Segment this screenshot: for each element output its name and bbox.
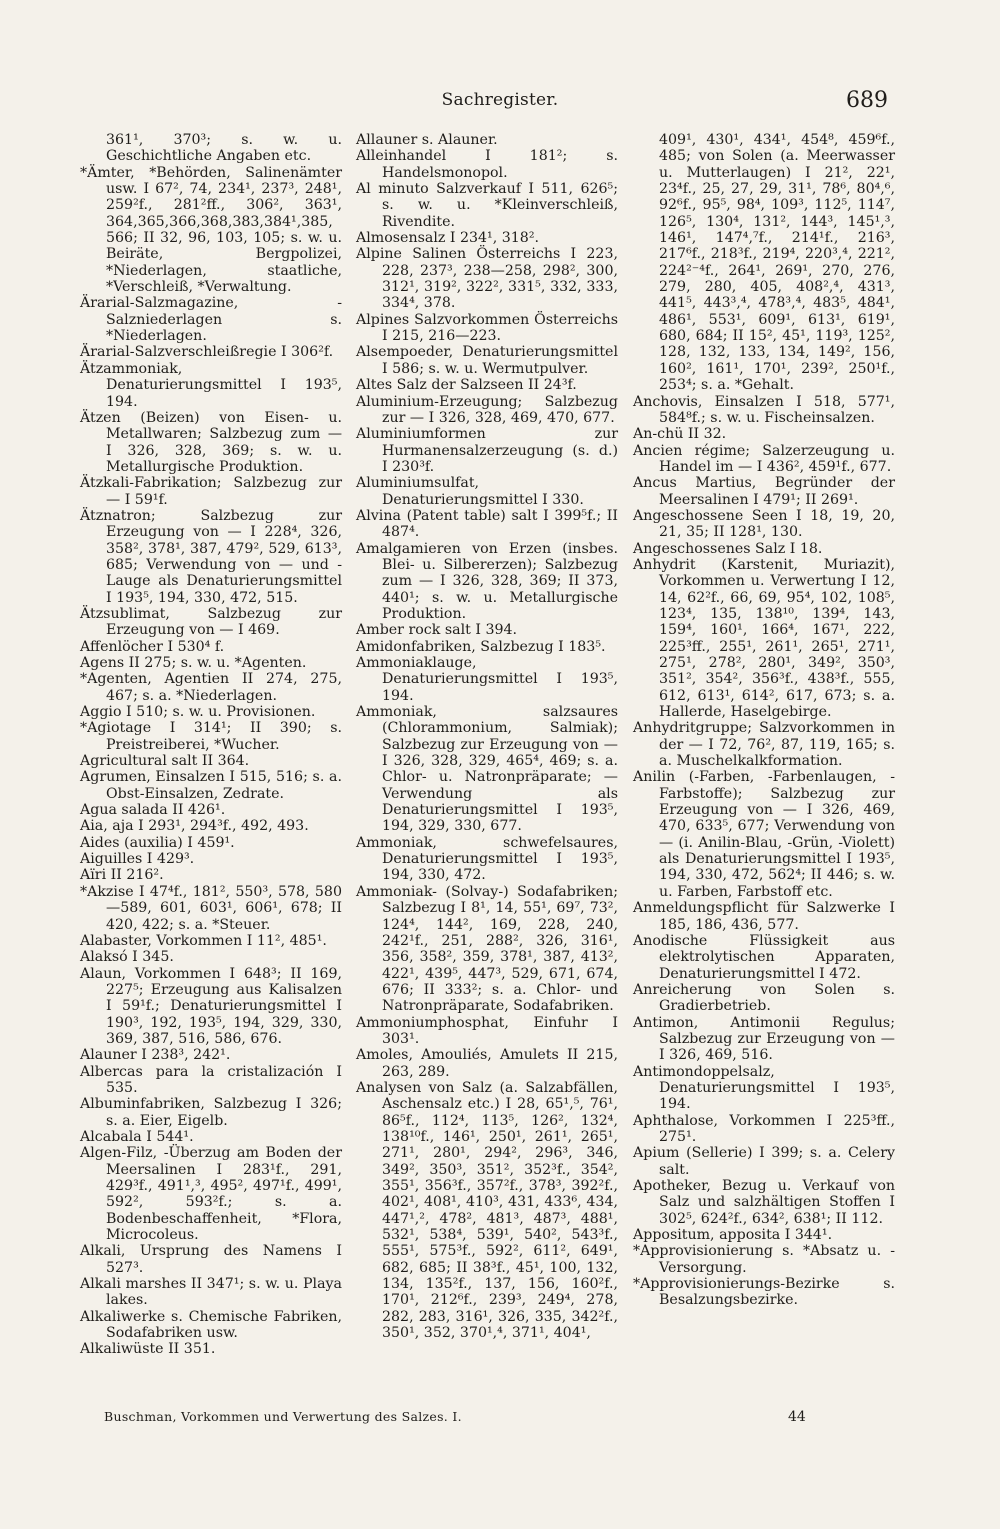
- index-entry: Ammoniak, schwefelsaures, Denaturierungsmittel I 193⁵, 194, 330, 472.: [356, 834, 618, 884]
- index-entry: Angeschossenes Salz I 18.: [633, 540, 823, 557]
- index-entry: An-chü II 32.: [633, 426, 727, 443]
- index-entry: Ancus Martius, Begründer der Meersalinen I 479¹; II 269¹.: [633, 475, 895, 508]
- index-column-3: [633, 132, 895, 1309]
- footer-credit: Buschman, Vorkommen und Verwertung des Salzes. I.: [104, 1409, 462, 1424]
- index-entry: Anreicherung von Solen s. Gradierbetrieb.: [633, 981, 895, 1015]
- signature-mark: 44: [788, 1409, 806, 1425]
- index-entry: Anodische Flüssigkeit aus elektrolytischen Apparaten, Denaturierungsmittel I 472.: [633, 932, 895, 982]
- index-entry: Analysen von Salz (a. Salzabfällen, Aschensalz etc.) I 28, 65¹,⁵, 76¹, 86⁵f., 112⁴, 113⁵, 126², 132⁴, 138¹⁰f., 146¹, 250¹, 261¹, 265¹, 271¹, 280¹, 294², 296³, 346, 349², 350³, 351², 352³f., 354², 355¹, 356³f., 357²f., 378³, 392²f., 402¹, 408¹, 410³, 431, 433⁶, 434, 447¹,², 478², 481³, 487³, 488¹, 532¹, 538⁴, 539¹, 540², 543³f., 555¹, 575³f., 592², 611², 649¹, 682, 685; II 38³f., 45¹, 100, 132, 134, 135²f., 137, 156, 160²f., 170¹, 212⁶f., 239³, 249⁴, 278, 282, 283, 316¹, 326, 335, 342²f., 350¹, 352, 370¹,⁴, 371¹, 404¹,: [356, 1079, 618, 1342]
- index-entry: Albercas para la cristalización I 535.: [80, 1063, 342, 1096]
- index-entry: 409¹, 430¹, 434¹, 454⁸, 459⁶f., 485; von Solen (a. Meerwasser u. Mutterlaugen) I 21², 22¹, 23⁴f., 25, 27, 29, 31¹, 78⁶, 80⁴,⁶, 92⁶f., 95⁵, 98⁴, 109³, 112⁵, 114⁷, 126⁵, 130⁴, 131², 144³, 145¹,³, 146¹, 147⁴,⁷f., 214¹f., 216³, 217⁶f., 218³f., 219⁴, 220³,⁴, 221², 224²⁻⁴f., 264¹, 269¹, 270, 276, 279, 280, 405, 408²,⁴, 431³, 441⁵, 443³,⁴, 478³,⁴, 483⁵, 484¹, 486¹, 553¹, 609¹, 613¹, 619¹, 680, 684; II 15², 45¹, 119³, 125², 128, 132, 133, 134, 149², 156, 160², 161¹, 170¹, 239², 250¹f., 253⁴; s. a. *Gehalt.: [659, 132, 895, 394]
- index-entry: *Agenten, Agentien II 274, 275, 467; s. a. *Niederlagen.: [80, 671, 342, 704]
- index-entry: Aia, aja I 293¹, 294³f., 492, 493.: [80, 818, 309, 835]
- index-entry: *Approvisionierungs-Bezirke s. Besalzungsbezirke.: [633, 1276, 895, 1309]
- index-entry: Ätzsublimat, Salzbezug zur Erzeugung von — I 469.: [80, 605, 342, 639]
- index-entry: Almosensalz I 234¹, 318².: [356, 230, 540, 247]
- index-entry: Ammoniak- (Solvay-) Sodafabriken; Salzbezug I 8¹, 14, 55¹, 69⁷, 73², 124⁴, 144², 169, 228, 240, 242¹f., 251, 288², 326, 316¹, 356, 358², 359, 378¹, 387, 413², 422¹, 439⁵, 447³, 529, 671, 674, 676; II 333²; s. a. Chlor- und Natronpräparate, Sodafabriken.: [356, 883, 618, 1015]
- index-entry: Alaksó I 345.: [80, 949, 174, 966]
- index-entry: Aggio I 510; s. w. u. Provisionen.: [80, 704, 316, 721]
- index-entry: Alaun, Vorkommen I 648³; II 169, 227⁵; Erzeugung aus Kalisalzen I 59¹f.; Denaturierungsmittel I 190³, 192, 193⁵, 194, 329, 330, 369, 387, 516, 586, 676.: [80, 965, 342, 1047]
- index-entry: Amalgamieren von Erzen (insbes. Blei- u. Silbererzen); Salzbezug zum — I 326, 328, 369; II 373, 440¹; s. w. u. Metallurgische Produktion.: [356, 540, 618, 622]
- index-entry: Ammoniumphosphat, Einfuhr I 303¹.: [356, 1014, 618, 1047]
- index-entry: Alpine Salinen Österreichs I 223, 228, 237³, 238—258, 298², 300, 312¹, 319², 322², 331⁵, 332, 333, 334⁴, 378.: [356, 246, 618, 312]
- index-entry: *Agiotage I 314¹; II 390; s. Preistreiberei, *Wucher.: [80, 720, 342, 753]
- index-entry: *Approvisionierung s. *Absatz u. -Versorgung.: [633, 1243, 895, 1276]
- index-entry: Alkali marshes II 347¹; s. w. u. Playa lakes.: [80, 1276, 342, 1309]
- index-column-1: [80, 132, 342, 1358]
- index-entry: *Akzise I 47⁴f., 181², 550³, 578, 580—589, 601, 603¹, 606¹, 678; II 420, 422; s. a. *Steuer.: [80, 883, 342, 933]
- index-entry: Allauner s. Alauner.: [356, 132, 498, 148]
- index-entry: Anmeldungspflicht für Salzwerke I 185, 186, 436, 577.: [633, 900, 895, 933]
- index-entry: Alkaliwüste II 351.: [80, 1341, 216, 1358]
- index-entry: Ätznatron; Salzbezug zur Erzeugung von — I 228⁴, 326, 358², 378¹, 387, 479², 529, 613³, 685; Verwendung von — und -Lauge als Denaturierungsmittel I 193⁵, 194, 330, 472, 515.: [80, 507, 342, 606]
- index-entry: Aiguilles I 429³.: [80, 851, 195, 868]
- index-entry: Alauner I 238³, 242¹.: [80, 1047, 231, 1064]
- index-entry: Apium (Sellerie) I 399; s. a. Celery salt.: [633, 1145, 895, 1178]
- index-column-2: [356, 132, 618, 1341]
- index-entry: Amidonfabriken, Salzbezug I 183⁵.: [356, 638, 606, 655]
- index-entry: Apotheker, Bezug u. Verkauf von Salz und salzhältigen Stoffen I 302⁵, 624²f., 634², 638¹; II 112.: [633, 1178, 895, 1227]
- index-entry: Al minuto Salzverkauf I 511, 626⁵; s. w. u. *Kleinverschleiß, Rivendite.: [356, 181, 618, 230]
- index-entry: Aïri II 216².: [80, 867, 164, 884]
- index-entry: Algen-Filz, -Überzug am Boden der Meersalinen I 283¹f., 291, 429³f., 491¹,³, 495², 497¹f., 499¹, 592², 593²f.; s. a. Bodenbeschaffenheit, *Flora, Microcoleus.: [80, 1145, 342, 1244]
- index-entry: Amoles, Amouliés, Amulets II 215, 263, 289.: [356, 1047, 618, 1080]
- index-entry: Agens II 275; s. w. u. *Agenten.: [80, 655, 307, 671]
- index-entry: Alsempoeder, Denaturierungsmittel I 586; s. w. u. Wermutpulver.: [356, 344, 618, 377]
- index-entry: Appositum, apposita I 344¹.: [633, 1227, 833, 1244]
- index-entry: Amber rock salt I 394.: [356, 622, 518, 639]
- index-entry: Alleinhandel I 181²; s. Handelsmonopol.: [356, 148, 618, 181]
- index-entry: Ärarial-Salzverschleißregie I 306²f.: [80, 344, 334, 361]
- index-entry: Albuminfabriken, Salzbezug I 326; s. a. Eier, Eigelb.: [80, 1096, 342, 1129]
- index-entry: Alpines Salzvorkommen Österreichs I 215, 216—223.: [356, 311, 618, 345]
- index-entry: Alvina (Patent table) salt I 399⁵f.; II 487⁴.: [356, 507, 618, 541]
- index-entry: Aluminium-Erzeugung; Salzbezug zur — I 326, 328, 469, 470, 677.: [356, 393, 618, 426]
- index-entry: Altes Salz der Salzseen II 24³f.: [356, 377, 577, 394]
- index-entry: Ätzammoniak, Denaturierungsmittel I 193⁵, 194.: [80, 360, 342, 410]
- index-entry: Aluminiumsulfat, Denaturierungsmittel I 330.: [356, 475, 584, 508]
- index-entry: Alkali, Ursprung des Namens I 527³.: [80, 1243, 342, 1276]
- index-entry: Alcabala I 544¹.: [80, 1128, 194, 1145]
- index-entry: Ammoniak, salzsaures (Chlorammonium, Salmiak); Salzbezug zur Erzeugung von — I 326, 328, 329, 465⁴, 469; s. a. Chlor- u. Natronpräparate; — Verwendung als Denaturierungsmittel I 193⁵, 194, 329, 330, 677.: [356, 704, 618, 835]
- index-entry: Agrumen, Einsalzen I 515, 516; s. a. Obst-Einsalzen, Zedrate.: [80, 769, 342, 802]
- index-entry: Alkaliwerke s. Chemische Fabriken, Sodafabriken usw.: [80, 1308, 342, 1342]
- index-entry: Ammoniaklauge, Denaturierungsmittel I 193⁵, 194.: [356, 655, 618, 704]
- index-entry: Antimon, Antimonii Regulus; Salzbezug zur Erzeugung von — I 326, 469, 516.: [633, 1014, 895, 1064]
- index-entry: Agricultural salt II 364.: [80, 753, 250, 770]
- index-entry: Ancien régime; Salzerzeugung u. Handel im — I 436², 459¹f., 677.: [633, 442, 895, 475]
- index-entry: Alabaster, Vorkommen I 11², 485¹.: [80, 932, 327, 949]
- index-entry: Aluminiumformen zur Hurmanensalzerzeugung (s. d.) I 230³f.: [356, 426, 618, 475]
- index-entry: Antimondoppelsalz, Denaturierungsmittel I 193⁵, 194.: [633, 1063, 895, 1113]
- index-entry: Ärarial-Salzmagazine, -Salzniederlagen s. *Niederlagen.: [80, 295, 342, 345]
- index-entry: Angeschossene Seen I 18, 19, 20, 21, 35; II 128¹, 130.: [633, 507, 895, 541]
- index-entry: Affenlöcher I 530⁴ f.: [80, 638, 225, 655]
- index-entry: Ätzen (Beizen) von Eisen- u. Metallwaren; Salzbezug zum — I 326, 328, 369; s. w. u. Metallurgische Produktion.: [80, 409, 342, 475]
- index-entry: Aides (auxilia) I 459¹.: [80, 834, 235, 851]
- index-entry: Aphthalose, Vorkommen I 225³ff., 275¹.: [633, 1112, 895, 1145]
- index-entry: Agua salada II 426¹.: [80, 802, 226, 819]
- index-entry: 361¹, 370³; s. w. u. Geschichtliche Angaben etc.: [106, 132, 342, 165]
- index-entry: *Ämter, *Behörden, Salinenämter usw. I 67², 74, 234¹, 237³, 248¹, 259²f., 281²ff., 306², 363¹, 364,365,366,368,383,384¹,385, 566; II 32, 96, 103, 105; s. w. u. Beiräte, Bergpolizei, *Niederlagen, staatliche, *Verschleiß, *Verwaltung.: [80, 164, 342, 296]
- running-head: Sachregister.: [441, 90, 559, 110]
- index-entry: Anhydrit (Karstenit, Muriazit), Vorkommen u. Verwertung I 12, 14, 62²f., 66, 69, 95⁴, 102, 108⁵, 123⁴, 135, 138¹⁰, 139⁴, 143, 159⁴, 160¹, 166⁴, 167¹, 222, 225³ff., 255¹, 261¹, 265¹, 271¹, 275¹, 278², 280¹, 349², 350³, 351², 354², 356³f., 438³f., 555, 612, 613¹, 614², 617, 673; s. a. Hallerde, Haselgebirge.: [633, 556, 895, 721]
- index-entry: Ätzkali-Fabrikation; Salzbezug zur — I 59¹f.: [80, 475, 342, 508]
- index-entry: Anchovis, Einsalzen I 518, 577¹, 584⁸f.; s. w. u. Fischeinsalzen.: [633, 393, 895, 426]
- index-entry: Anhydritgruppe; Salzvorkommen in der — I 72, 76², 87, 119, 165; s. a. Muschelkalkformation.: [633, 720, 895, 770]
- index-entry: Anilin (-Farben, -Farbenlaugen, -Farbstoffe); Salzbezug zur Erzeugung von — I 326, 469, 470, 633⁵, 677; Verwendung von — (i. Anilin-Blau, -Grün, -Violett) als Denaturierungsmittel I 193⁵, 194, 330, 472, 562⁴; II 446; s. w. u. Farben, Farbstoff etc.: [633, 769, 895, 900]
- page-number: 689: [846, 88, 888, 113]
